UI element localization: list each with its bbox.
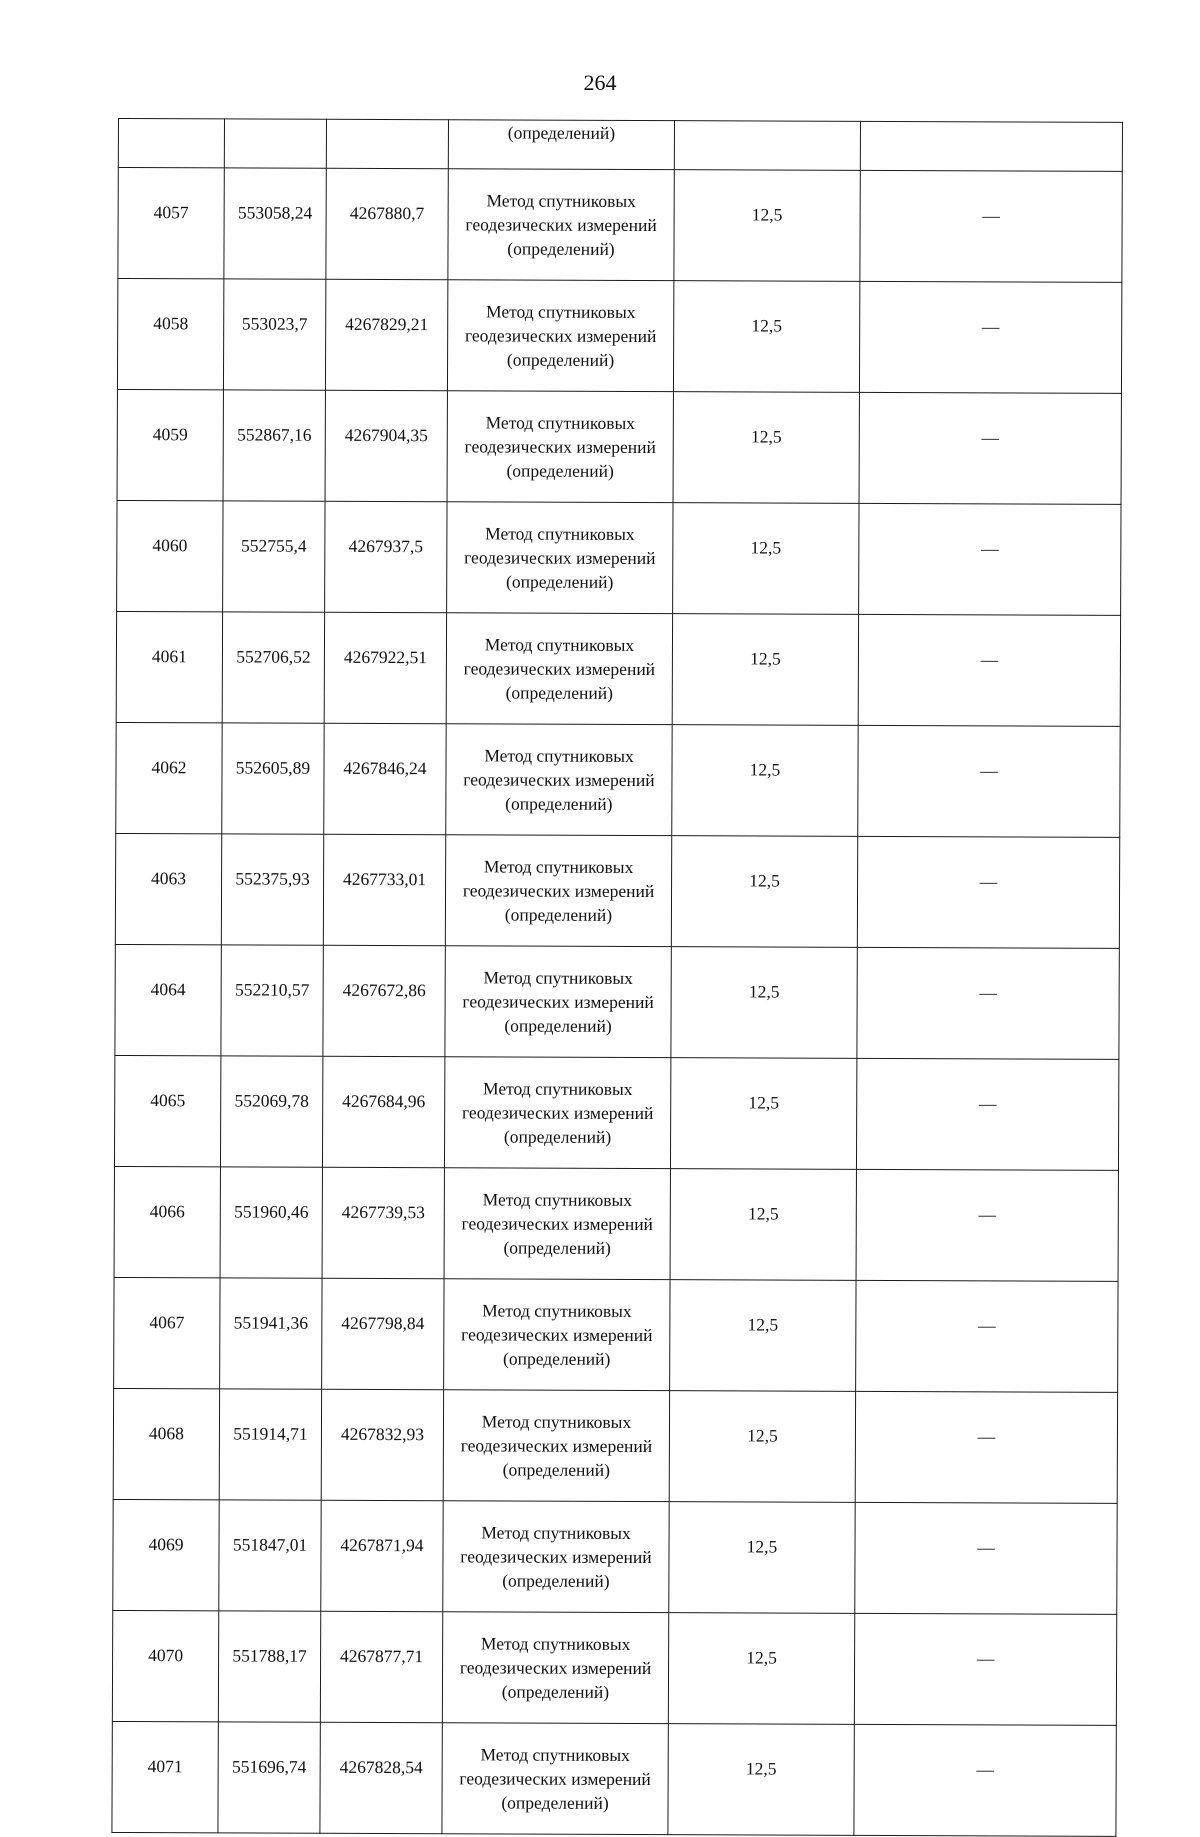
point-number-cell: 4063 (115, 833, 221, 944)
method-line-1: Метод спутниковых (485, 412, 636, 433)
x-coordinate-cell: 551788,17 (218, 1611, 320, 1722)
method-line-1: Метод спутниковых (483, 856, 634, 877)
x-coordinate-cell: 551847,01 (219, 1500, 321, 1611)
method-line-1: Метод спутниковых (483, 1078, 633, 1099)
x-coordinate-cell: 552706,52 (222, 612, 324, 723)
point-number-cell: 4058 (117, 279, 223, 390)
point-number-cell: 4069 (113, 1499, 219, 1610)
point-number-cell: 4068 (113, 1388, 219, 1499)
method-cell (445, 835, 671, 947)
x-coordinate-cell: 552755,4 (223, 501, 325, 612)
method-line-2: геодезических измерений (463, 658, 656, 680)
note-cell: — (859, 392, 1121, 504)
point-number-cell: 4067 (114, 1277, 220, 1388)
method-cell (442, 1612, 668, 1724)
note-cell: — (856, 1058, 1118, 1170)
method-line-3: (определений) (503, 1126, 612, 1147)
point-number-cell: 4057 (118, 168, 224, 279)
table-row (116, 722, 1120, 837)
note-cell: — (856, 1169, 1118, 1281)
method-line-2: геодезических измерений (462, 880, 655, 902)
y-coordinate-cell: 4267871,94 (321, 1500, 443, 1611)
note-cell: — (855, 1502, 1117, 1614)
method-line-3: (определений) (507, 238, 615, 259)
method-line-3: (определений) (503, 1237, 611, 1258)
table-cell-empty (674, 121, 860, 171)
accuracy-cell: 12,5 (674, 170, 860, 282)
y-coordinate-cell: 4267733,01 (323, 834, 445, 945)
x-coordinate-cell: 553023,7 (223, 279, 325, 390)
table-row (118, 168, 1122, 283)
method-line-2: геодезических измерений (459, 1657, 652, 1679)
method-cell (446, 724, 672, 836)
table-row (115, 944, 1119, 1059)
accuracy-cell: 12,5 (668, 1613, 854, 1725)
note-cell: — (858, 725, 1120, 837)
accuracy-cell: 12,5 (671, 947, 857, 1059)
method-line-3: (определений) (501, 1681, 610, 1702)
method-line-3: (определений) (506, 571, 614, 592)
note-cell: — (854, 1724, 1116, 1836)
table-cell-empty (224, 119, 326, 168)
table-row (113, 1388, 1117, 1503)
method-line-2: геодезических измерений (465, 214, 657, 236)
method-cell (444, 1279, 670, 1391)
method-line-1: Метод спутниковых (481, 1411, 632, 1432)
method-line-2: геодезических измерений (463, 769, 655, 791)
method-cell (447, 391, 673, 503)
method-line-1: Метод спутниковых (480, 1744, 630, 1765)
method-line-3: (определений) (504, 904, 613, 925)
method-cell (447, 502, 673, 614)
method-line-3: (определений) (506, 460, 614, 481)
note-cell: — (859, 503, 1121, 615)
note-cell: — (856, 1280, 1118, 1392)
method-line-1: Метод спутниковых (485, 523, 635, 544)
method-line-2: геодезических измерений (461, 1213, 653, 1235)
point-number-cell: 4064 (115, 944, 221, 1055)
table-row (112, 1721, 1116, 1836)
point-number-cell: 4066 (114, 1166, 220, 1277)
table-row (115, 833, 1119, 948)
method-line-2: геодезических измерений (462, 991, 654, 1013)
method-line-3: (определений) (501, 1792, 609, 1813)
y-coordinate-cell: 4267832,93 (321, 1389, 443, 1500)
method-cell (445, 946, 671, 1058)
method-line-2: геодезических измерений (461, 1102, 654, 1124)
table-row (114, 1166, 1118, 1281)
continuation-cell: (определений) (448, 120, 674, 170)
point-number-cell: 4061 (116, 611, 222, 722)
note-cell: — (857, 836, 1119, 948)
method-line-2: геодезических измерений (464, 325, 657, 347)
accuracy-cell: 12,5 (673, 281, 859, 393)
method-line-1: Метод спутниковых (482, 1189, 633, 1210)
table-body (112, 119, 1123, 1837)
method-line-3: (определений) (506, 349, 615, 370)
method-line-2: геодезических измерений (460, 1435, 653, 1457)
x-coordinate-cell: 552210,57 (221, 945, 323, 1056)
accuracy-cell: 12,5 (672, 725, 858, 837)
y-coordinate-cell: 4267937,5 (325, 501, 447, 612)
method-line-1: Метод спутниковых (480, 1633, 631, 1654)
method-line-3: (определений) (504, 1015, 612, 1036)
note-cell: — (855, 1391, 1117, 1503)
x-coordinate-cell: 552867,16 (223, 390, 325, 501)
accuracy-cell: 12,5 (673, 503, 859, 615)
method-line-1: Метод спутниковых (486, 301, 636, 322)
table-row (114, 1055, 1118, 1170)
method-line-1: Метод спутниковых (484, 745, 634, 766)
method-line-2: геодезических измерений (464, 547, 656, 569)
method-cell (443, 1501, 669, 1613)
x-coordinate-cell: 551960,46 (220, 1167, 322, 1278)
x-coordinate-cell: 552375,93 (221, 834, 323, 945)
method-cell (446, 613, 672, 725)
accuracy-cell: 12,5 (673, 392, 859, 504)
method-cell (448, 169, 674, 281)
method-line-1: Метод спутниковых (483, 967, 633, 988)
accuracy-cell: 12,5 (671, 836, 857, 948)
x-coordinate-cell: 551941,36 (220, 1278, 322, 1389)
x-coordinate-cell: 551696,74 (218, 1722, 320, 1833)
accuracy-cell: 12,5 (669, 1502, 855, 1614)
table-row (117, 389, 1121, 504)
accuracy-cell: 12,5 (670, 1169, 856, 1281)
table-row (117, 279, 1121, 394)
note-cell: — (854, 1613, 1116, 1725)
x-coordinate-cell: 552069,78 (220, 1056, 322, 1167)
table-cell-empty (118, 119, 224, 168)
accuracy-cell: 12,5 (668, 1724, 854, 1836)
note-cell: — (858, 614, 1120, 726)
y-coordinate-cell: 4267922,51 (324, 612, 446, 723)
y-coordinate-cell: 4267904,35 (325, 390, 447, 501)
method-cell (447, 280, 673, 392)
method-line-3: (определений) (503, 1348, 611, 1369)
table-cell-empty (326, 119, 448, 168)
method-line-3: (определений) (505, 682, 613, 703)
y-coordinate-cell: 4267828,54 (320, 1722, 442, 1833)
point-number-cell: 4059 (117, 389, 223, 500)
method-cell (444, 1168, 670, 1280)
table-row (113, 1499, 1117, 1614)
method-cell (443, 1390, 669, 1502)
table-row (112, 1610, 1116, 1725)
point-number-cell: 4065 (114, 1055, 220, 1166)
method-line-3: (определений) (505, 793, 613, 814)
method-line-3: (определений) (502, 1459, 611, 1480)
method-line-2: геодезических измерений (460, 1546, 652, 1568)
note-cell: — (857, 947, 1119, 1059)
coordinates-table (111, 118, 1123, 1837)
y-coordinate-cell: 4267798,84 (322, 1278, 444, 1389)
method-line-1: Метод спутниковых (484, 634, 635, 655)
method-cell (442, 1723, 668, 1835)
note-cell: — (860, 170, 1122, 282)
method-line-1: Метод спутниковых (482, 1300, 632, 1321)
page-number: 264 (583, 70, 617, 95)
x-coordinate-cell: 552605,89 (222, 723, 324, 834)
point-number-cell: 4070 (112, 1610, 218, 1721)
point-number-cell: 4071 (112, 1721, 218, 1832)
table-row (116, 611, 1120, 726)
method-line-2: геодезических измерений (459, 1768, 651, 1790)
y-coordinate-cell: 4267739,53 (322, 1167, 444, 1278)
y-coordinate-cell: 4267829,21 (325, 279, 447, 390)
method-line-3: (определений) (502, 1570, 610, 1591)
accuracy-cell: 12,5 (670, 1280, 856, 1392)
y-coordinate-cell: 4267877,71 (320, 1611, 442, 1722)
y-coordinate-cell: 4267672,86 (323, 945, 445, 1056)
y-coordinate-cell: 4267684,96 (322, 1056, 444, 1167)
y-coordinate-cell: 4267880,7 (326, 168, 448, 279)
method-line-1: Метод спутниковых (481, 1522, 631, 1543)
point-number-cell: 4060 (117, 500, 223, 611)
y-coordinate-cell: 4267846,24 (324, 723, 446, 834)
x-coordinate-cell: 553058,24 (224, 168, 326, 279)
point-number-cell: 4062 (116, 722, 222, 833)
table-row-continuation (118, 119, 1122, 172)
table-row (117, 500, 1121, 615)
table-row (114, 1277, 1118, 1392)
x-coordinate-cell: 551914,71 (219, 1389, 321, 1500)
method-line-2: геодезических измерений (461, 1324, 653, 1346)
method-cell (444, 1057, 670, 1169)
accuracy-cell: 12,5 (670, 1058, 856, 1170)
note-cell: — (859, 281, 1121, 393)
table-cell-empty (860, 121, 1122, 171)
method-line-2: геодезических измерений (464, 436, 656, 458)
accuracy-cell: 12,5 (669, 1391, 855, 1503)
accuracy-cell: 12,5 (672, 614, 858, 726)
method-line-1: Метод спутниковых (486, 190, 636, 211)
